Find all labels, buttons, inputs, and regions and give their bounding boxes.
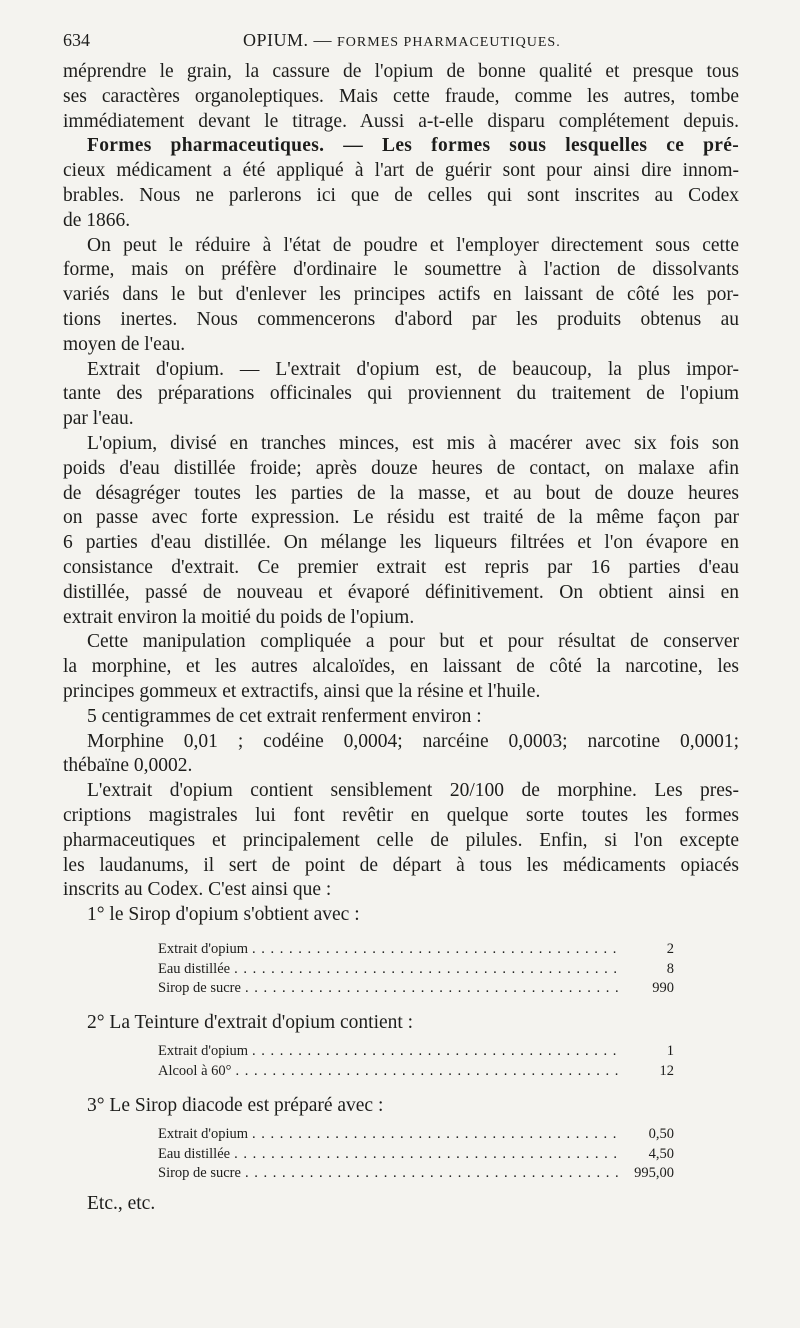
ingredient: Eau distillée [158,960,231,977]
recipe-sirop-diacode [158,1125,674,1184]
text-line: ses caractères organoleptiques. Mais cette fraude, comme les autres, tombe [63,85,739,107]
text-line: tions inertes. Nous commencerons d'abord par les produits obtenus au [63,308,739,330]
subsection-line: Extrait d'opium. — L'extrait d'opium est, de beaucoup, la plus impor- [87,358,739,380]
recipe-row [158,1042,674,1062]
quantity: 0,50 [648,1126,674,1142]
running-title [243,30,561,51]
quantity: 8 [666,960,674,977]
text-line: on passe avec forte expression. Le résidu est traité de la même façon par [63,507,739,529]
text-line: variés dans le but d'enlever les principes actifs en laissant de côté les por- [63,284,739,306]
text-line: 6 parties d'eau distillée. On mélange les liqueurs filtrées et l'on évapore en [63,532,739,554]
text-line: immédiatement devant le titrage. Aussi a-t-elle disparu complétement depuis. [63,110,739,132]
text-line: tante des préparations officinales qui proviennent du traitement de l'opium [63,383,739,405]
para-sirop-diacode: 3° Le Sirop diacode est préparé avec : [87,1095,384,1116]
recipe-row [158,1164,674,1184]
text-line: consistance d'extrait. Ce premier extrait est repris par 16 parties d'eau [63,556,739,578]
text-line: inscrits au Codex. C'est ainsi que : [63,879,332,901]
text-line: principes gommeux et extractifs, ainsi que la résine et l'huile. [63,680,541,702]
text-line: les laudanums, il sert de point de départ à tous les médicaments opiacés [63,854,739,876]
recipe-row [158,979,674,999]
text-line: moyen de l'eau. [63,333,186,355]
text-line: de désagréger toutes les parties de la masse, et au bout de douze heures [63,482,739,504]
page-header [63,30,753,54]
text-line: Morphine 0,01 ; codéine 0,0004; narcéine 0,0003; narcotine 0,0001; [87,730,739,752]
text-line: cieux médicament a été appliqué à l'art de guérir sont pour ainsi dire innom- [63,160,739,182]
recipe-row [158,1062,674,1082]
recipe-row [158,1145,674,1165]
running-title-main: OPIUM. — [243,30,333,50]
ingredient: Sirop de sucre [158,980,241,996]
recipe-sirop-opium [158,940,674,999]
text-line: thébaïne 0,0002. [63,755,193,777]
text-line: L'extrait d'opium contient sensiblement 20/100 de morphine. Les pres- [87,780,739,802]
text-line: 1° le Sirop d'opium s'obtient avec : [87,904,360,926]
section-heading-line: Formes pharmaceutiques. — Les formes sous lesquelles ce pré- [87,135,739,157]
text-line: distillée, passé de nouveau et évaporé définitivement. On obtient ainsi en [63,581,739,603]
text-line: poids d'eau distillée froide; après douze heures de contact, on malaxe afin [63,457,739,479]
text-line: de 1866. [63,209,131,231]
recipe-teinture [158,1042,674,1081]
ingredient: Extrait d'opium [158,941,249,957]
ingredient: Sirop de sucre [158,1165,241,1181]
text-line: L'opium, divisé en tranches minces, est mis à macérer avec six fois son [87,432,739,454]
running-title-sub: FORMES PHARMACEUTIQUES. [337,35,561,50]
quantity: 12 [659,1062,674,1079]
page-number: 634 [63,30,90,50]
text-line: On peut le réduire à l'état de poudre et l'employer directement sous cette [87,234,739,256]
ingredient: Extrait d'opium [158,1126,249,1142]
quantity: 2 [666,941,674,957]
text-line: la morphine, et les autres alcaloïdes, en laissant de côté la narcotine, les [63,656,739,678]
ingredient: Eau distillée [158,1145,231,1162]
text-line: criptions magistrales lui font revêtir en quelque sorte toutes les formes [63,804,739,826]
closing-text: Etc., etc. [87,1193,156,1214]
text-line: Cette manipulation compliquée a pour but et pour résultat de conserver [87,631,739,653]
text-line: brables. Nous ne parlerons ici que de celles qui sont inscrites au Codex [63,184,739,206]
quantity: 995,00 [634,1165,674,1181]
text-line: extrait environ la moitié du poids de l'opium. [63,606,415,628]
text-line: par l'eau. [63,408,134,430]
recipe-row [158,960,674,980]
text-line: méprendre le grain, la cassure de l'opium de bonne qualité et presque tous [63,61,739,82]
text-line: 5 centigrammes de cet extrait renferment environ : [87,705,482,727]
ingredient: Alcool à 60° [158,1062,232,1079]
text-line: pharmaceutiques et principalement celle de pilules. Enfin, si l'on excepte [63,829,739,851]
recipe-row [158,1125,674,1145]
text-line: forme, mais on préfère d'ordinaire le soumettre à l'action de dissolvants [63,259,739,281]
quantity: 1 [666,1043,674,1059]
ingredient: Extrait d'opium [158,1043,249,1059]
body-text [63,60,739,928]
recipe-row [158,940,674,960]
quantity: 4,50 [648,1145,674,1162]
quantity: 990 [652,980,674,996]
para-teinture: 2° La Teinture d'extrait d'opium contient : [87,1012,414,1033]
